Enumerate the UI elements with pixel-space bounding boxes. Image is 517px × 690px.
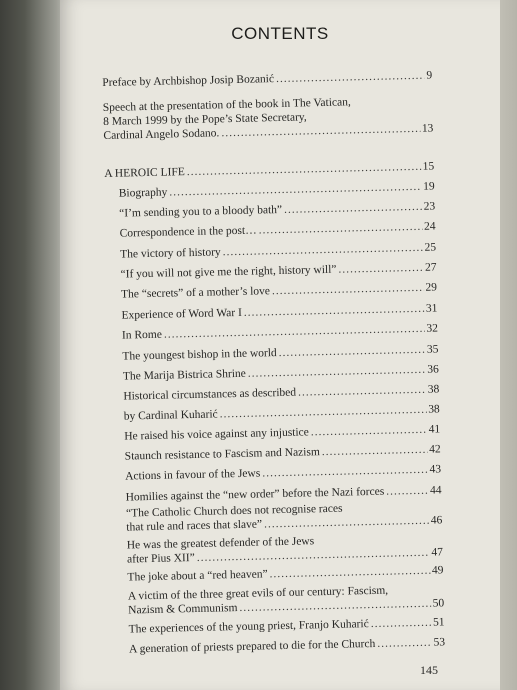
toc-entry-page: 23 xyxy=(423,200,436,213)
toc-entry-title-line: A victim of the three great evils of our century: Fascism, xyxy=(127,584,389,603)
dot-leader xyxy=(386,485,428,498)
toc-entry-page: 35 xyxy=(426,343,439,356)
toc-entry-title: In Rome xyxy=(121,328,163,342)
dot-leader xyxy=(223,242,423,259)
toc-entry-title: “If you will not give me the right, history will” xyxy=(120,263,337,281)
toc-entry-title: “I’m sending you to a bloody bath” xyxy=(119,203,283,220)
toc-entry xyxy=(127,532,444,565)
toc-entry-title: The youngest bishop in the world xyxy=(122,347,277,363)
dot-leader xyxy=(298,384,426,399)
toc-entry-page: 31 xyxy=(425,302,438,315)
toc-entry-page: 49 xyxy=(431,564,444,577)
toc-entry-page: 25 xyxy=(424,241,437,254)
toc-entry xyxy=(120,261,436,280)
toc-entry-page: 42 xyxy=(429,443,441,456)
page-number: 145 xyxy=(420,663,438,677)
toc-entry-title: The “secrets” of a mother’s love xyxy=(120,285,271,301)
toc-entry-page: 47 xyxy=(431,546,444,559)
toc-entry xyxy=(119,200,435,219)
toc-entry-title: A generation of priests prepared to die for the Church xyxy=(128,637,376,656)
toc-entry-title: after Pius XII” xyxy=(126,552,195,566)
toc-entry-page: 15 xyxy=(422,160,435,173)
toc-entry xyxy=(122,322,438,341)
dot-leader xyxy=(377,637,432,650)
toc-entry-page: 43 xyxy=(429,463,442,476)
dot-leader xyxy=(187,161,421,178)
toc-entry xyxy=(124,403,440,422)
toc-entry xyxy=(103,95,434,142)
dot-leader xyxy=(220,404,427,421)
toc-entry-page: 19 xyxy=(423,180,435,193)
dot-leader xyxy=(169,181,421,199)
toc-entry-title: by Cardinal Kuharić xyxy=(123,408,218,423)
toc-entry xyxy=(119,180,435,199)
dot-leader xyxy=(338,262,423,276)
toc-entry xyxy=(125,463,441,482)
toc-entry xyxy=(127,564,443,583)
dot-leader xyxy=(322,444,428,458)
book-page xyxy=(60,0,500,690)
toc-entry-title-line: Speech at the presentation of the book in The Vatican, xyxy=(102,96,351,114)
toc-entry xyxy=(128,583,445,616)
toc-entry-title-line: He was the greatest defender of the Jews xyxy=(126,535,315,552)
toc-entry xyxy=(126,500,443,533)
toc-entry-title: The Marija Bistrica Shrine xyxy=(122,367,246,383)
toc-entry-page: 9 xyxy=(426,69,433,82)
dot-leader xyxy=(371,617,432,630)
toc-entry xyxy=(120,220,436,239)
toc-entry-title: A HEROIC LIFE xyxy=(104,166,185,180)
toc-entry-title: Actions in favour of the Jews xyxy=(125,467,261,483)
toc-entry-page: 24 xyxy=(423,220,436,233)
toc-entry-title-line: “The Catholic Church does not recognise races xyxy=(125,502,343,520)
toc-entry-title: Correspondence in the post… xyxy=(119,224,257,240)
dot-leader xyxy=(311,424,427,439)
toc-entry xyxy=(129,636,445,655)
toc-entry-title: Homilies against the “new order” before the Nazi forces xyxy=(125,485,385,504)
toc-entry xyxy=(124,423,440,442)
toc-entry-page: 27 xyxy=(424,261,437,274)
toc-entry-title: He raised his voice against any injustice xyxy=(124,426,309,443)
toc-entry xyxy=(122,343,438,362)
toc-entry-page: 44 xyxy=(429,484,442,497)
toc-entry xyxy=(120,241,436,260)
dot-leader xyxy=(259,221,423,237)
toc-entry-page: 32 xyxy=(426,322,439,335)
toc-entry-page: 38 xyxy=(427,383,440,396)
toc-entry-title: Cardinal Angelo Sodano. xyxy=(103,127,220,142)
toc-entry-title: The experiences of the young priest, Franjo Kuharić xyxy=(128,618,369,636)
dot-leader xyxy=(244,303,424,319)
toc-entry-title: Experience of Word War I xyxy=(121,306,242,322)
toc-entry-page: 38 xyxy=(428,403,440,416)
toc-entry-page: 13 xyxy=(421,122,434,135)
toc-entry-page: 29 xyxy=(425,281,438,294)
toc-entry-title: The joke about a “red heaven” xyxy=(127,568,268,584)
toc-entry-title: that rule and races that slave” xyxy=(126,518,263,534)
toc-entry-title-line: 8 March 1999 by the Pope’s State Secretary, xyxy=(102,111,307,128)
toc-entry xyxy=(123,363,439,382)
dot-leader xyxy=(272,282,424,297)
dot-leader xyxy=(269,565,430,581)
toc-entry-title: Nazism & Communism xyxy=(128,602,238,617)
dot-leader xyxy=(262,464,428,480)
toc-entry xyxy=(125,443,441,462)
toc-entry xyxy=(102,70,432,89)
table-of-contents xyxy=(102,64,446,656)
toc-entry xyxy=(129,616,445,635)
toc-entry-page: 50 xyxy=(432,597,445,610)
dot-leader xyxy=(264,515,429,531)
toc-entry-title: The victory of history xyxy=(120,246,221,261)
toc-entry-page: 41 xyxy=(428,423,441,436)
dot-leader xyxy=(276,70,425,85)
toc-entry-title: Biography xyxy=(118,186,168,200)
toc-entry-page: 36 xyxy=(427,363,439,376)
toc-entry-title: Staunch resistance to Fascism and Nazism xyxy=(124,446,320,463)
toc-entry-page: 51 xyxy=(432,616,445,629)
dot-leader xyxy=(164,323,425,341)
toc-entry xyxy=(123,383,439,402)
toc-entry xyxy=(121,302,437,321)
dot-leader xyxy=(248,364,426,380)
dot-leader xyxy=(284,201,422,216)
toc-entry-page: 46 xyxy=(430,514,443,527)
page-title: CONTENTS xyxy=(231,24,329,43)
toc-entry-title: Preface by Archbishop Josip Bozanić xyxy=(102,73,275,89)
toc-entry xyxy=(121,281,437,300)
dot-leader xyxy=(279,344,425,359)
toc-entry-title: Historical circumstances as described xyxy=(123,386,297,403)
toc-entry xyxy=(104,160,434,179)
toc-entry-page: 53 xyxy=(433,636,446,649)
